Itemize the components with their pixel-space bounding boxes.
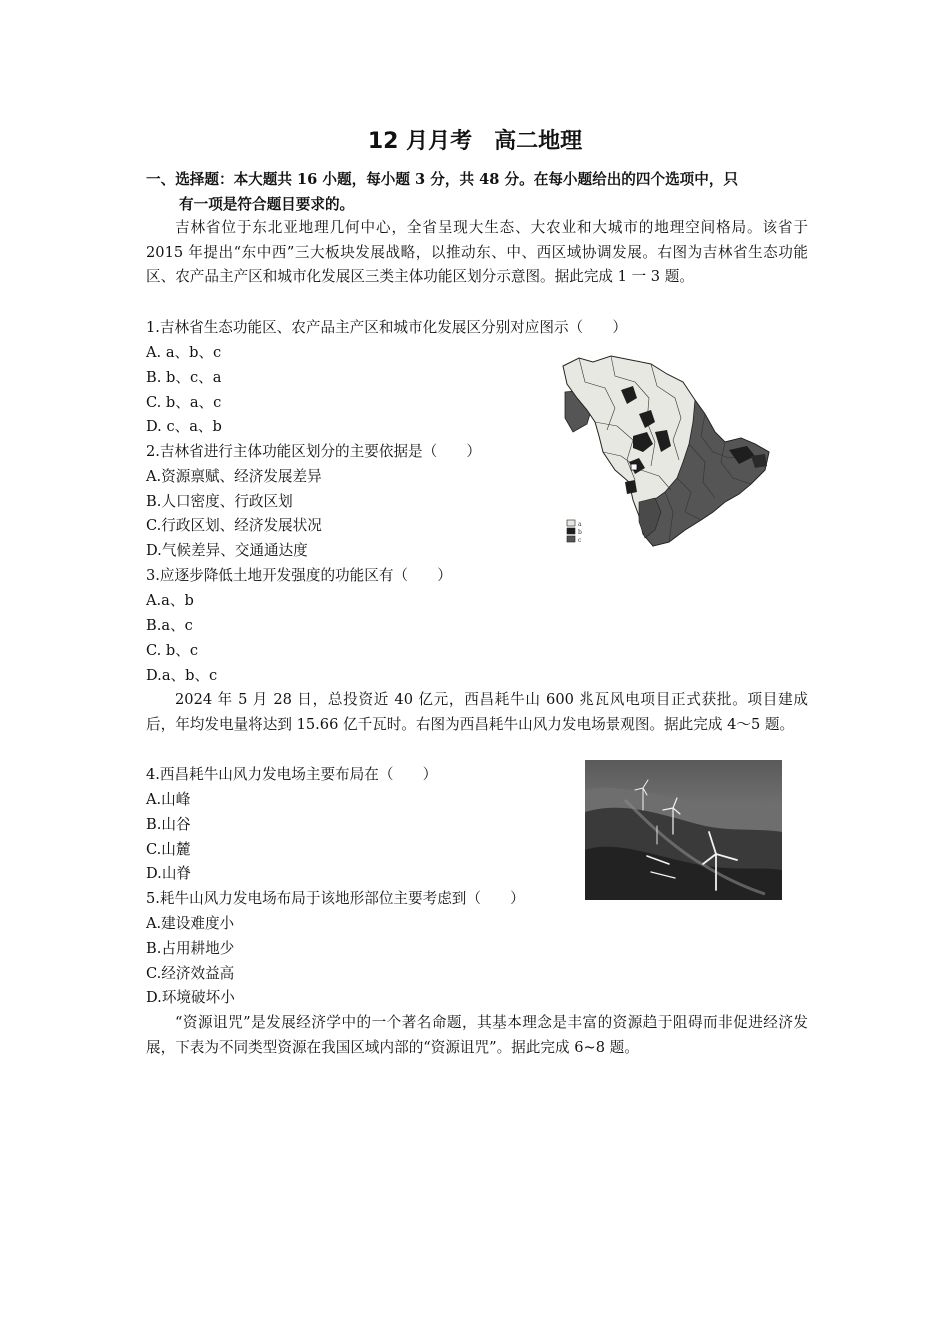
question-5-option-d: D.环境破坏小 <box>146 989 235 1006</box>
question-3-option-d: D.a、b、c <box>146 667 218 684</box>
question-3-option-a: A.a、b <box>146 592 194 609</box>
question-3-option-c: C. b、c <box>146 642 199 659</box>
legend-label-a: a <box>578 521 582 528</box>
question-5: 5.耗牛山风力发电场布局于该地形部位主要考虑到（ ） <box>146 890 525 907</box>
question-4: 4.西昌耗牛山风力发电场主要布局在（ ） <box>146 766 438 783</box>
question-2-option-b: B.人口密度、行政区划 <box>146 493 293 510</box>
section-heading-line2: 有一项是符合题目要求的。 <box>179 195 355 213</box>
question-5-option-c: C.经济效益高 <box>146 965 235 982</box>
question-1: 1.吉林省生态功能区、农产品主产区和城市化发展区分别对应图示（ ） <box>146 319 627 336</box>
wind-farm-photo <box>585 760 782 900</box>
question-4-option-c: C.山麓 <box>146 841 191 858</box>
question-3: 3.应逐步降低土地开发强度的功能区有（ ） <box>146 567 452 584</box>
jilin-zoning-map <box>555 352 777 548</box>
question-2-option-a: A.资源禀赋、经济发展差异 <box>146 468 322 485</box>
intro-paragraph-resource-curse: “资源诅咒”是发展经济学中的一个著名命题，其基本理念是丰富的资源趋于阻碍而非促进经济发展，下表为不同类型资源在我国区域内部的“资源诅咒”。据此完成 6~8 题。 <box>146 1014 808 1056</box>
question-5-option-b: B.占用耕地少 <box>146 940 235 957</box>
section-heading-line1: 一、选择题：本大题共 16 小题，每小题 3 分，共 48 分。在每小题给出的四个选项中，只 <box>146 171 739 188</box>
question-1-option-b: B. b、c、a <box>146 369 222 386</box>
page-title: 12 月月考 高二地理 <box>367 129 583 154</box>
question-4-option-a: A.山峰 <box>146 791 191 808</box>
section-heading <box>146 168 826 217</box>
map-legend <box>567 520 582 544</box>
question-2: 2.吉林省进行主体功能区划分的主要依据是（ ） <box>146 443 481 460</box>
legend-label-b: b <box>578 529 582 536</box>
question-5-option-a: A.建设难度小 <box>146 915 235 932</box>
question-1-option-a: A. a、b、c <box>146 344 222 361</box>
legend-label-c: c <box>578 537 582 544</box>
question-2-option-d: D.气候差异、交通通达度 <box>146 542 308 559</box>
question-1-option-c: C. b、a、c <box>146 394 222 411</box>
question-4-option-d: D.山脊 <box>146 865 192 882</box>
question-2-option-c: C.行政区划、经济发展状况 <box>146 517 322 534</box>
intro-paragraph-jilin: 吉林省位于东北亚地理几何中心，全省呈现大生态、大农业和大城市的地理空间格局。该省于 2015 年提出“东中西”三大板块发展战略，以推动东、中、西区域协调发展。右图为吉林省生态功能区、农产品主产区和城市化发展区三类主体功能区划分示意图。据此完成 1 一 3 题。 <box>146 219 808 285</box>
question-4-option-b: B.山谷 <box>146 816 191 833</box>
question-1-option-d: D. c、a、b <box>146 418 222 435</box>
question-3-option-b: B.a、c <box>146 617 193 634</box>
intro-paragraph-wind: 2024 年 5 月 28 日，总投资近 40 亿元，西昌耗牛山 600 兆瓦风电项目正式获批。项目建成后，年均发电量将达到 15.66 亿千瓦时。右图为西昌耗牛山风力发电场景观图。据此完成 4～5 题。 <box>146 691 808 733</box>
